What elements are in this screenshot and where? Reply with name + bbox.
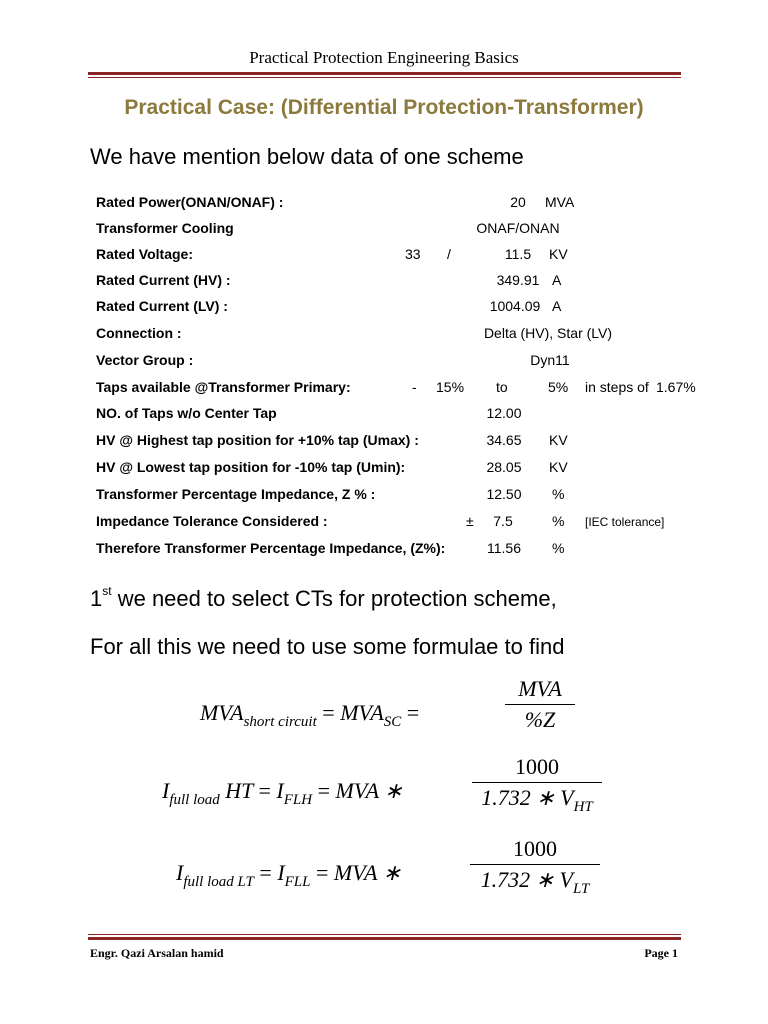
f3-lhs-sub: full load LT <box>183 874 254 890</box>
ct-line-text: we need to select CTs for protection scheme, <box>111 586 557 611</box>
f1-numerator: MVA <box>505 676 575 705</box>
spec-unit: KV <box>549 432 568 448</box>
f3-den-sub: LT <box>572 881 590 897</box>
spec-row <box>0 194 768 220</box>
spec-unit: A <box>552 272 562 288</box>
ct-selection-line <box>90 583 557 612</box>
spec-label: HV @ Highest tap position for +10% tap (Umax) : <box>96 432 419 448</box>
spec-value: Dyn11 <box>530 352 570 368</box>
spec-label: Therefore Transformer Percentage Impedance, (Z%): <box>96 540 446 556</box>
spec-unit: MVA <box>545 194 575 210</box>
spec-label: Transformer Percentage Impedance, Z % : <box>96 486 376 502</box>
spec-note: [IEC tolerance] <box>585 515 665 529</box>
footer-rule <box>88 937 681 940</box>
spec-tap-to: to <box>496 379 508 395</box>
spec-sign: - <box>412 379 417 395</box>
spec-value: 28.05 <box>486 459 522 475</box>
spec-row <box>0 352 768 378</box>
spec-label: Connection : <box>96 325 182 341</box>
spec-row <box>0 459 768 485</box>
footer-page-number: Page 1 <box>644 946 678 960</box>
formula-full-load-lt <box>176 836 616 908</box>
spec-value: 34.65 <box>486 432 522 448</box>
f3-den-text: 1.732 ∗ V <box>480 867 573 892</box>
f2-eq1: = <box>258 778 271 803</box>
spec-value: 12.50 <box>486 486 522 502</box>
f1-mid-sub: SC <box>383 714 402 730</box>
f3-mult: MVA ∗ <box>333 860 402 885</box>
f2-den-sub: HT <box>573 799 593 815</box>
spec-tap-high: 5% <box>548 379 569 395</box>
spec-row <box>0 272 768 298</box>
spec-label: NO. of Taps w/o Center Tap <box>96 405 277 421</box>
ordinal: 1 <box>90 586 103 611</box>
running-header: Practical Protection Engineering Basics <box>249 48 519 67</box>
f2-numerator: 1000 <box>472 754 602 783</box>
f3-numerator: 1000 <box>470 836 600 865</box>
f3-eq1: = <box>259 860 272 885</box>
spec-label: Transformer Cooling <box>96 220 234 236</box>
formula-mva-short-circuit <box>200 676 600 746</box>
spec-value: 7.5 <box>493 513 513 529</box>
f2-lhs: I <box>162 778 170 803</box>
spec-separator: / <box>447 246 451 262</box>
spec-row <box>0 486 768 512</box>
spec-label: Rated Voltage: <box>96 246 193 262</box>
spec-value: 11.5 <box>504 246 532 262</box>
f1-lhs: MVA <box>200 700 244 725</box>
f1-eq2: = <box>406 700 420 725</box>
spec-row <box>0 325 768 351</box>
f2-mid-sub: FLH <box>283 792 313 808</box>
spec-value: Delta (HV), Star (LV) <box>483 325 613 341</box>
formula-full-load-ht <box>162 754 612 826</box>
spec-unit: KV <box>549 459 568 475</box>
ordinal-suffix: st <box>102 583 112 598</box>
f2-eq2: = <box>317 778 330 803</box>
f2-mid: I <box>276 778 284 803</box>
spec-unit: A <box>552 298 562 314</box>
f3-eq2: = <box>316 860 329 885</box>
spec-label: Rated Current (LV) : <box>96 298 228 314</box>
spec-label: HV @ Lowest tap position for -10% tap (Umin): <box>96 459 406 475</box>
spec-label: Taps available @Transformer Primary: <box>96 379 351 395</box>
spec-steps-label: in steps of <box>585 379 649 395</box>
f3-lhs: I <box>176 860 184 885</box>
spec-hv-voltage: 33 <box>405 246 421 262</box>
f3-mid-sub: FLL <box>284 874 311 890</box>
spec-value: ONAF/ONAN <box>476 220 560 236</box>
f1-eq1: = <box>322 700 335 725</box>
spec-row <box>0 513 768 539</box>
formulae-line: For all this we need to use some formulae to find <box>90 634 565 659</box>
spec-label: Rated Current (HV) : <box>96 272 231 288</box>
spec-unit: % <box>552 513 565 529</box>
f2-den-text: 1.732 ∗ V <box>481 785 574 810</box>
header-rule <box>88 72 681 75</box>
f1-mid: MVA <box>340 700 384 725</box>
f2-lhs-tail: HT <box>225 778 253 803</box>
spec-steps-value: 1.67% <box>656 379 696 395</box>
footer-rule-thin <box>88 934 681 935</box>
f1-lhs-sub: short circuit <box>243 714 317 730</box>
case-title: Practical Case: (Differential Protection-Transformer) <box>124 96 644 119</box>
f3-fraction <box>470 836 600 897</box>
spec-plus-minus: ± <box>466 513 474 529</box>
spec-tap-low: 15% <box>436 379 465 395</box>
spec-row <box>0 432 768 458</box>
f2-denominator <box>472 783 602 815</box>
f1-fraction <box>505 676 575 733</box>
spec-unit: % <box>552 540 565 556</box>
f3-denominator <box>470 865 600 897</box>
spec-row <box>0 246 768 272</box>
f1-denominator: %Z <box>524 707 556 732</box>
header-rule-thin <box>88 77 681 78</box>
intro-text: We have mention below data of one scheme <box>90 144 524 169</box>
spec-value: 20 <box>510 194 526 210</box>
f2-lhs-sub: full load <box>169 792 220 808</box>
spec-row <box>0 379 768 405</box>
spec-row <box>0 298 768 324</box>
spec-row <box>0 540 768 566</box>
spec-row <box>0 405 768 431</box>
spec-row <box>0 220 768 246</box>
spec-value: 349.91 <box>496 272 540 288</box>
footer-author: Engr. Qazi Arsalan hamid <box>90 946 224 960</box>
spec-unit: % <box>552 486 565 502</box>
spec-value: 12.00 <box>486 405 522 421</box>
f3-mid: I <box>277 860 285 885</box>
spec-label: Impedance Tolerance Considered : <box>96 513 328 529</box>
f2-mult: MVA ∗ <box>335 778 403 803</box>
f2-fraction <box>472 754 602 815</box>
spec-label: Vector Group : <box>96 352 194 368</box>
spec-label: Rated Power(ONAN/ONAF) : <box>96 194 284 210</box>
spec-unit: KV <box>549 246 568 262</box>
spec-value: 11.56 <box>487 540 521 556</box>
spec-value: 1004.09 <box>489 298 541 314</box>
